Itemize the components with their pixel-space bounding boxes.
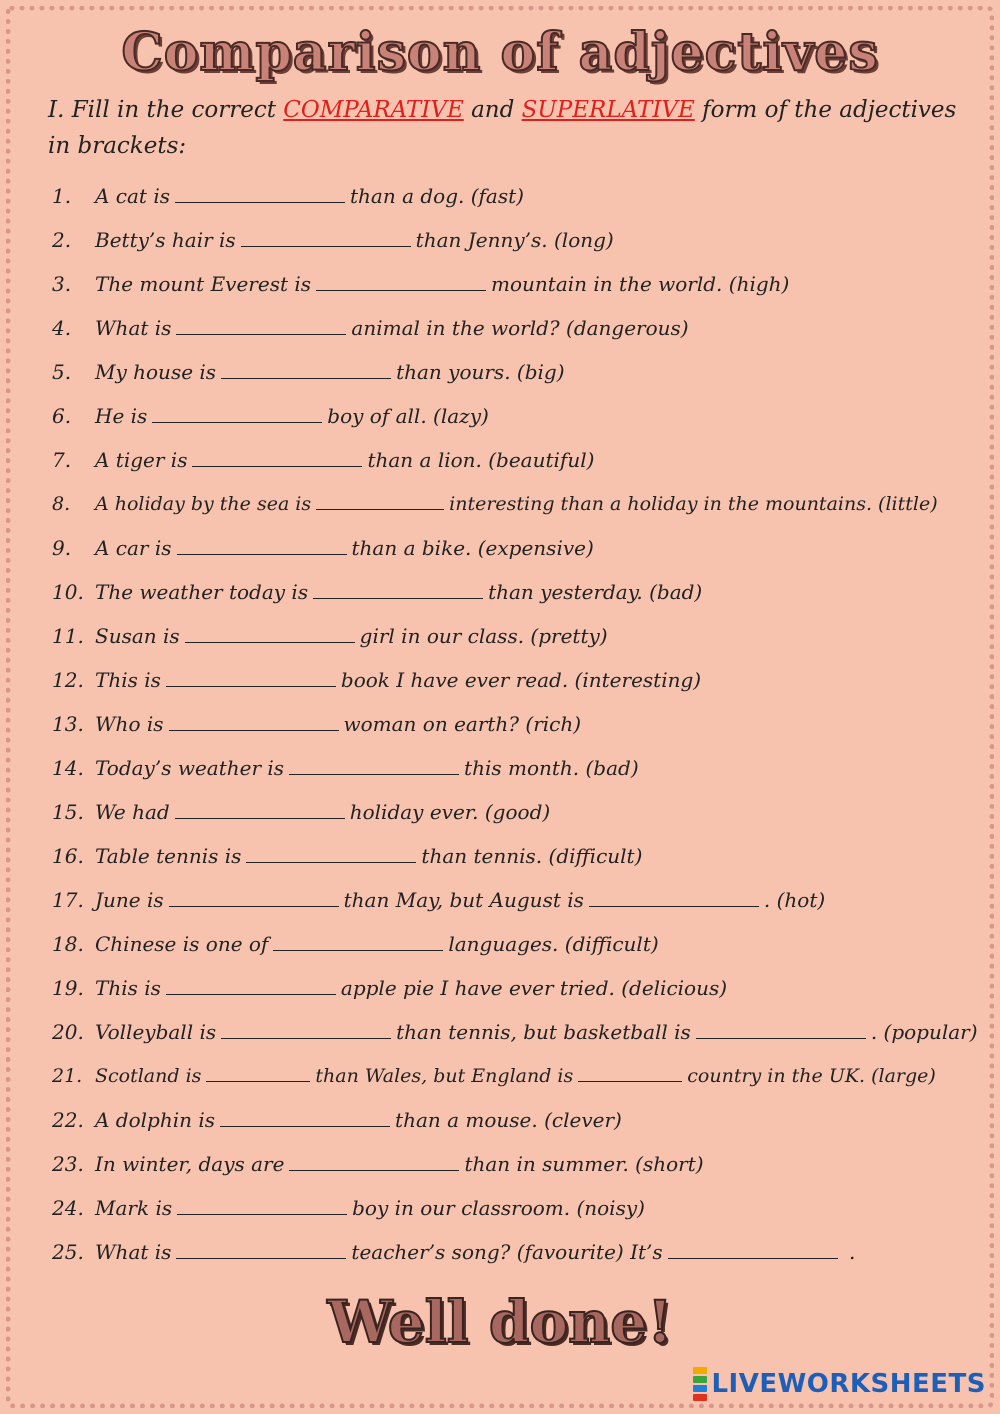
- item-text-after: than tennis. (difficult): [421, 844, 643, 868]
- answer-blank[interactable]: [241, 226, 411, 247]
- item-text-before: This is: [95, 976, 161, 1000]
- item-text-after: . (popular): [870, 1020, 978, 1044]
- item-text-before: Who is: [95, 712, 164, 736]
- item-text-before: Betty’s hair is: [95, 228, 236, 252]
- item-number: 6.: [52, 404, 72, 428]
- exercise-item: [52, 306, 992, 350]
- logo-text: LIVEWORKSHEETS: [711, 1369, 986, 1399]
- item-text-before: Chinese is one of: [95, 932, 269, 956]
- exercise-item: [52, 746, 992, 790]
- item-text-after: apple pie I have ever tried. (delicious): [340, 976, 728, 1000]
- item-text-before: A tiger is: [95, 448, 188, 472]
- item-number: 13.: [52, 712, 84, 736]
- item-text-before: My house is: [95, 360, 217, 384]
- item-text-before: We had: [95, 800, 170, 824]
- exercise-item: [52, 614, 992, 658]
- answer-blank[interactable]: [192, 446, 362, 467]
- answer-blank[interactable]: [176, 314, 346, 335]
- item-text-after: animal in the world? (dangerous): [351, 316, 689, 340]
- item-number: 18.: [52, 932, 84, 956]
- answer-blank[interactable]: [668, 1238, 838, 1259]
- exercise-item: [52, 702, 992, 746]
- item-text-after: than a dog. (fast): [349, 184, 524, 208]
- answer-blank[interactable]: [589, 886, 759, 907]
- item-text-middle: than tennis, but basketball is: [396, 1020, 691, 1044]
- answer-blank[interactable]: [152, 402, 322, 423]
- exercise-item: [52, 218, 992, 262]
- item-text-before: What is: [95, 1240, 172, 1264]
- logo-color-bar: [693, 1367, 707, 1374]
- exercise-item: [52, 1098, 992, 1142]
- item-text-after: holiday ever. (good): [349, 800, 551, 824]
- item-text-before: Volleyball is: [95, 1020, 217, 1044]
- item-text-after: than yesterday. (bad): [488, 580, 703, 604]
- answer-blank[interactable]: [221, 1018, 391, 1039]
- exercise-item: [52, 834, 992, 878]
- item-text-before: In winter, days are: [95, 1152, 285, 1176]
- item-number: 11.: [52, 624, 84, 648]
- answer-blank[interactable]: [175, 182, 345, 203]
- exercise-item: [52, 1186, 992, 1230]
- exercise-item: [52, 658, 992, 702]
- answer-blank[interactable]: [176, 1238, 346, 1259]
- answer-blank[interactable]: [316, 489, 444, 510]
- item-text-before: A dolphin is: [95, 1108, 216, 1132]
- item-text-after: this month. (bad): [464, 756, 639, 780]
- exercise-item: [52, 1010, 992, 1054]
- logo-color-bar: [693, 1376, 707, 1383]
- answer-blank[interactable]: [289, 754, 459, 775]
- exercise-item: [52, 174, 992, 218]
- answer-blank[interactable]: [578, 1061, 682, 1082]
- item-text-before: A cat is: [95, 184, 170, 208]
- item-text-before: June is: [95, 888, 164, 912]
- exercise-item: [52, 1230, 992, 1274]
- item-number: 1.: [52, 184, 72, 208]
- logo-color-bar: [693, 1394, 707, 1401]
- item-text-after: than a bike. (expensive): [351, 536, 594, 560]
- item-text-before: Susan is: [95, 624, 180, 648]
- item-text-after: mountain in the world. (high): [491, 272, 790, 296]
- item-text-before: He is: [95, 404, 148, 428]
- item-text-before: A holiday by the sea is: [95, 493, 312, 515]
- item-number: 24.: [52, 1196, 84, 1220]
- item-number: 9.: [52, 536, 72, 560]
- item-number: 4.: [52, 316, 72, 340]
- item-number: 12.: [52, 668, 84, 692]
- item-number: 14.: [52, 756, 84, 780]
- worksheet-title: Comparison of adjectives: [121, 22, 879, 83]
- item-text-after: than Jenny’s. (long): [415, 228, 614, 252]
- item-text-after: boy of all. (lazy): [327, 404, 489, 428]
- exercise-item: [52, 350, 992, 394]
- item-text-before: Today’s weather is: [95, 756, 285, 780]
- item-number: 25.: [52, 1240, 84, 1264]
- item-text-after: interesting than a holiday in the mountains. (little): [449, 493, 938, 515]
- item-number: 16.: [52, 844, 84, 868]
- item-number: 3.: [52, 272, 72, 296]
- item-text-after: languages. (difficult): [448, 932, 659, 956]
- answer-blank[interactable]: [316, 270, 486, 291]
- item-number: 2.: [52, 228, 72, 252]
- item-text-before: Mark is: [95, 1196, 173, 1220]
- exercise-item: [52, 482, 992, 526]
- item-text-after: woman on earth? (rich): [343, 712, 582, 736]
- answer-blank[interactable]: [175, 798, 345, 819]
- item-text-after: girl in our class. (pretty): [359, 624, 608, 648]
- answer-blank[interactable]: [273, 930, 443, 951]
- exercise-item: [52, 394, 992, 438]
- answer-blank[interactable]: [177, 534, 347, 555]
- exercise-item: [52, 570, 992, 614]
- item-text-after: . (hot): [763, 888, 826, 912]
- answer-blank[interactable]: [169, 886, 339, 907]
- item-text-before: Table tennis is: [95, 844, 242, 868]
- item-text-after: than a mouse. (clever): [395, 1108, 622, 1132]
- exercise-item: [52, 966, 992, 1010]
- exercise-item: [52, 878, 992, 922]
- item-text-before: What is: [95, 316, 172, 340]
- exercise-item: [52, 790, 992, 834]
- answer-blank[interactable]: [177, 1194, 347, 1215]
- item-text-after: country in the UK. (large): [687, 1065, 936, 1087]
- item-number: 19.: [52, 976, 84, 1000]
- item-text-before: A car is: [95, 536, 172, 560]
- item-number: 10.: [52, 580, 84, 604]
- answer-blank[interactable]: [220, 1106, 390, 1127]
- item-text-after: than yours. (big): [396, 360, 565, 384]
- answer-blank[interactable]: [313, 578, 483, 599]
- item-text-middle: teacher’s song? (favourite) It’s: [351, 1240, 663, 1264]
- item-number: 22.: [52, 1108, 84, 1132]
- item-number: 23.: [52, 1152, 84, 1176]
- liveworksheets-logo: [693, 1366, 986, 1402]
- item-text-after: boy in our classroom. (noisy): [352, 1196, 645, 1220]
- answer-blank[interactable]: [221, 358, 391, 379]
- answer-blank[interactable]: [696, 1018, 866, 1039]
- item-text-after: book I have ever read. (interesting): [340, 668, 702, 692]
- item-number: 5.: [52, 360, 72, 384]
- exercise-item: [52, 1054, 992, 1098]
- instructions-suffix: form of the adjectives in brackets:: [48, 97, 957, 159]
- item-text-after: than a lion. (beautiful): [367, 448, 595, 472]
- exercise-item: [52, 262, 992, 306]
- item-number: 20.: [52, 1020, 84, 1044]
- item-text-after: .: [842, 1240, 856, 1264]
- item-number: 15.: [52, 800, 84, 824]
- answer-blank[interactable]: [246, 842, 416, 863]
- item-text-before: Scotland is: [95, 1065, 202, 1087]
- exercise-item: [52, 1142, 992, 1186]
- answer-blank[interactable]: [206, 1061, 310, 1082]
- exercise-item: [52, 922, 992, 966]
- exercise-list: [52, 174, 992, 1274]
- item-text-before: The mount Everest is: [95, 272, 312, 296]
- well-done-text: Well done!: [327, 1288, 673, 1356]
- logo-color-bar: [693, 1385, 707, 1392]
- item-text-after: than in summer. (short): [464, 1152, 704, 1176]
- item-number: 21.: [52, 1065, 83, 1087]
- answer-blank[interactable]: [185, 622, 355, 643]
- instructions-middle: and: [463, 97, 522, 123]
- instructions: [48, 92, 978, 164]
- exercise-item: [52, 526, 992, 570]
- answer-blank[interactable]: [166, 666, 336, 687]
- answer-blank[interactable]: [169, 710, 339, 731]
- item-text-middle: than May, but August is: [343, 888, 584, 912]
- exercise-item: [52, 438, 992, 482]
- item-number: 7.: [52, 448, 72, 472]
- item-text-before: The weather today is: [95, 580, 309, 604]
- item-number: 8.: [52, 493, 71, 515]
- logo-icon: [693, 1366, 707, 1402]
- item-text-before: This is: [95, 668, 161, 692]
- keyword-comparative: COMPARATIVE: [283, 97, 464, 123]
- answer-blank[interactable]: [289, 1150, 459, 1171]
- answer-blank[interactable]: [166, 974, 336, 995]
- item-text-middle: than Wales, but England is: [315, 1065, 574, 1087]
- item-number: 17.: [52, 888, 84, 912]
- keyword-superlative: SUPERLATIVE: [521, 97, 695, 123]
- instructions-prefix: I. Fill in the correct: [48, 97, 284, 123]
